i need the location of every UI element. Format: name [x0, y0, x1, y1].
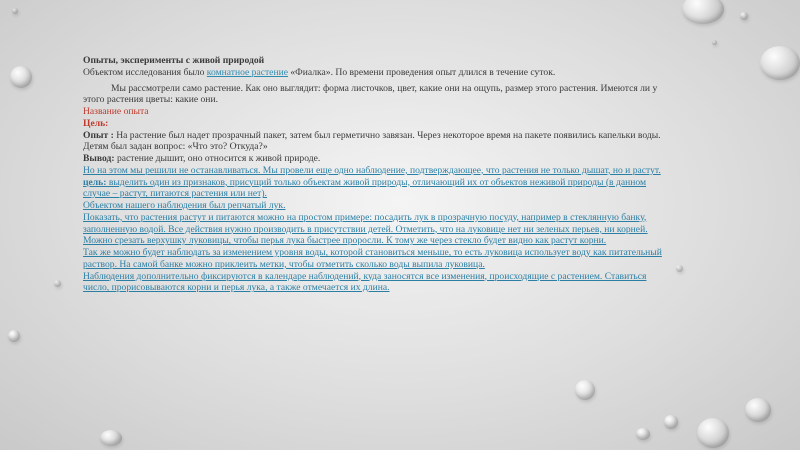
object-paragraph: Объектом нашего наблюдения был репчатый лук. [83, 200, 286, 211]
goal2-paragraph [83, 177, 663, 201]
conclusion-paragraph [83, 153, 663, 165]
slide-content [83, 55, 663, 294]
intro-prefix: Объектом исследования было [83, 66, 207, 78]
conclusion-text: растение дышит, оно относится к живой природе. [114, 153, 321, 164]
water-drop [100, 430, 122, 446]
experiment-paragraph [83, 130, 663, 154]
water-drop [54, 280, 61, 287]
water-level-paragraph: Так же можно будет наблюдать за изменением уровня воды, которой становиться меньше, то есть луковица использует воду как питательный раствор. На самой банке можно приклеить метки, чтобы отметить сколько воды выпила луковица. [83, 247, 662, 270]
water-drop [697, 418, 729, 448]
intro-suffix: «Фиалка». По времени проведения опыт длился в течение суток. [287, 66, 556, 78]
goal2-label: цель: [83, 176, 107, 188]
calendar-paragraph: Наблюдения дополнительно фиксируются в календаре наблюдений, куда заносятся все изменения, происходящие с растением. Ставиться число, прорисовываются корни и перья лука, а также отмечается их длина. [83, 270, 647, 294]
method-paragraph: Показать, что растения растут и питаются можно на простом примере: посадить лук в прозрачную посуду, например в стеклянную банку, заполненную водой. Все действия нужно производить в присутствии детей. Отметить, что на луковице нет ни зеленых перьев, ни корней. Можно срезать верхушку луковицы, чтобы перья лука быстрее проросли. К тому же через стекло будет видно как растут корни. [83, 211, 648, 247]
water-drop [10, 66, 32, 88]
goal2-text: выделить один из признаков, присущий только объектам живой природы, отличающий их от объектов неживой природы (в данном случае – растут, питаются растения или нет). [83, 176, 647, 200]
intro-link[interactable]: комнатное растение [206, 66, 288, 78]
experiment-text: На растение был надет прозрачный пакет, затем был герметично завязан. Через некоторое время на пакете появились капельки воды. Детям был задан вопрос: «Что это? Откуда?» [83, 129, 661, 153]
intro-paragraph [83, 67, 663, 79]
water-drop [12, 8, 18, 14]
conclusion-label: Вывод: [83, 153, 115, 164]
experiment-name-label: Название опыта [83, 106, 149, 117]
water-drop [682, 0, 724, 24]
water-drop [760, 46, 800, 80]
water-drop [676, 265, 683, 272]
experiment-label: Опыт : [83, 129, 114, 141]
water-drop [636, 428, 650, 440]
slide-title: Опыты, эксперименты с живой природой [83, 55, 265, 66]
water-drop [740, 12, 748, 20]
continuation-paragraph: Но на этом мы решили не останавливаться. Мы провели еще одно наблюдение, подтверждающее, что растения не только дышат, но и растут. [83, 164, 661, 176]
water-drop [575, 380, 595, 400]
observation-paragraph: Мы рассмотрели само растение. Как оно выглядит: форма листочков, цвет, какие они на ощупь, размер этого растения. Имеются ли у этого растения цветы: какие они. [83, 82, 658, 106]
water-drop [712, 40, 717, 45]
water-drop [664, 415, 678, 429]
water-drop [8, 330, 20, 342]
goal-label: Цель: [83, 117, 109, 129]
water-drop [745, 398, 771, 422]
